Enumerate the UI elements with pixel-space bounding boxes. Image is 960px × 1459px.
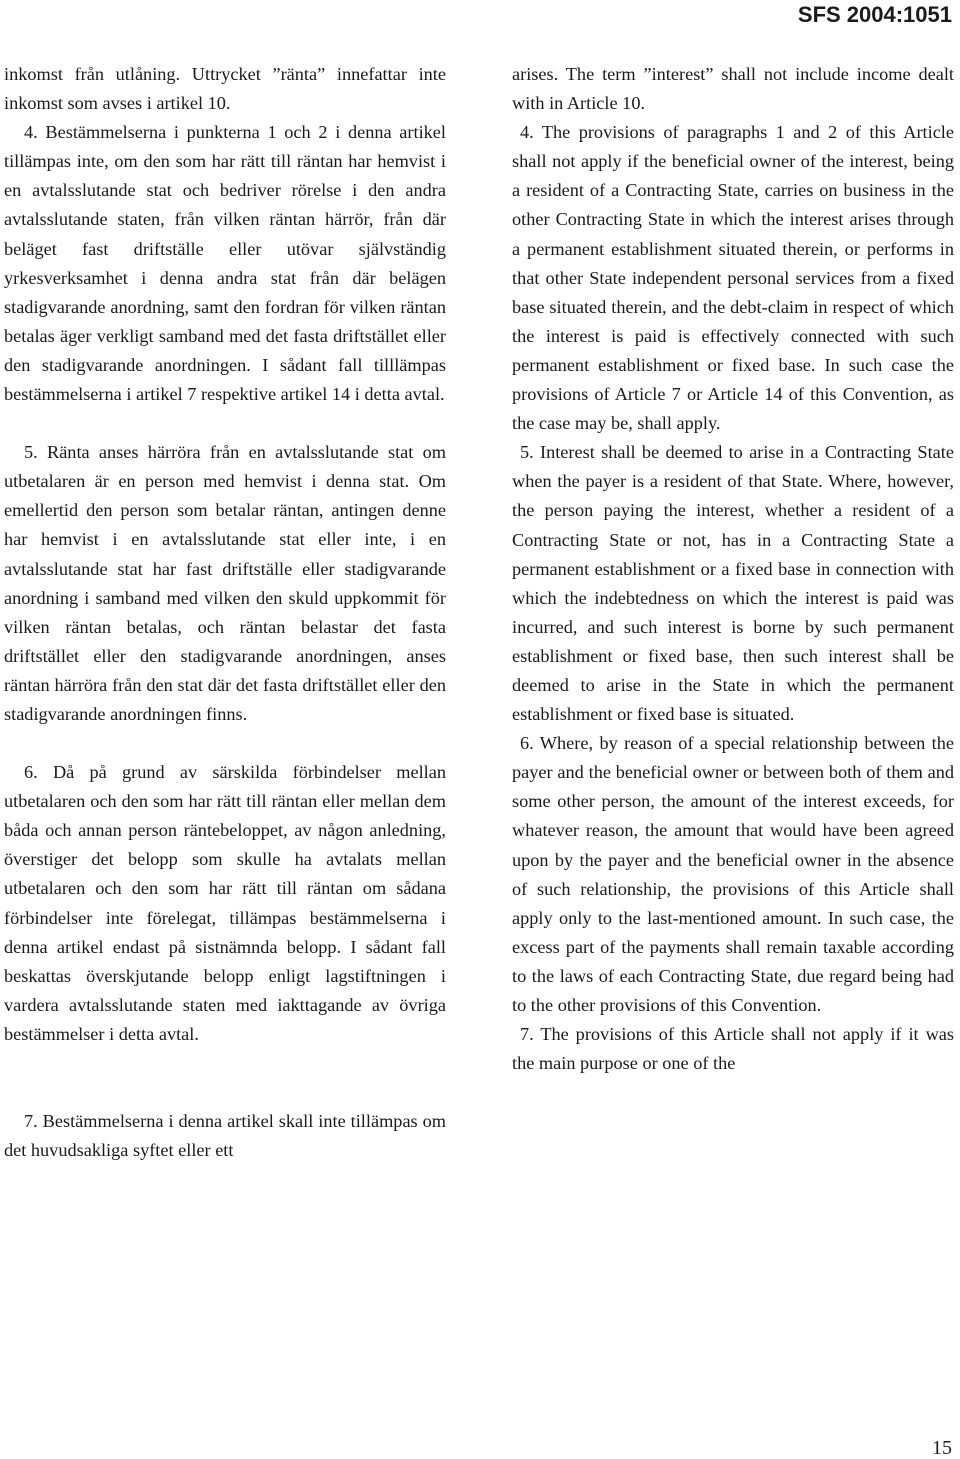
english-paragraph-6: 6. Where, by reason of a special relationship between the payer and the beneficial owner or between both of them and some other person, the amount of the interest exceeds, for whatever reason, the amount that would have been agreed upon by the payer and the beneficial owner in the absence of such relationship, the provisions of this Article shall apply only to the last-mentioned amount. In such case, the excess part of the payments shall remain taxable according to the laws of each Contracting State, due regard being had to the other provisions of this Convention. <box>512 733 954 1015</box>
english-paragraph-4: 4. The provisions of paragraphs 1 and 2 of this Article shall not apply if the beneficial owner of the interest, being a resident of a Contracting State, carries on business in the other Contracting State in which the interest arises through a permanent establishment situated therein, or performs in that other State independent personal services from a fixed base situated therein, and the debt-claim in respect of which the interest is paid is effectively connected with such permanent establishment or fixed base. In such case the provisions of Article 7 or Article 14 of this Convention, as the case may be, shall apply. <box>512 122 954 434</box>
swedish-paragraph-7: 7. Bestämmelserna i denna artikel skall inte tillämpas om det huvudsakliga syftet eller ett <box>4 1111 446 1161</box>
english-paragraph-7: 7. The provisions of this Article shall not apply if it was the main purpose or one of the <box>512 1024 954 1074</box>
english-column <box>512 60 954 1078</box>
english-paragraph-5: 5. Interest shall be deemed to arise in a Contracting State when the payer is a resident of that State. Where, however, the person paying the interest, whether a resident of a Contracting State or not, has in a Contracting State a permanent establishment or a fixed base in connection with which the indebtedness on which the interest is paid was incurred, and such interest is borne by such permanent establishment or fixed base, then such interest shall be deemed to arise in the State in which the permanent establishment or fixed base is situated. <box>512 442 954 725</box>
swedish-paragraph-continuation: inkomst från utlåning. Uttrycket ”ränta” innefattar inte inkomst som avses i artikel 10. <box>4 64 446 114</box>
document-reference: SFS 2004:1051 <box>797 2 952 27</box>
swedish-paragraph-4: 4. Bestämmelserna i punkterna 1 och 2 i denna artikel tillämpas inte, om den som har rätt till räntan har hemvist i en avtalsslutande stat och bedriver rörelse i den andra avtalsslutande staten, från vilken räntan härrör, från där beläget fast driftställe eller utövar självständig yrkesverksamhet i denna andra stat från där belägen stadigvarande anordning, samt den fordran för vilken räntan betalas äger verkligt samband med det fasta driftstället eller den stadigvarande anordningen. I sådant fall tilllämpas bestämmelserna i artikel 7 respektive artikel 14 i detta avtal. <box>4 122 446 405</box>
english-paragraph-continuation: arises. The term ”interest” shall not include income dealt with in Article 10. <box>512 64 954 114</box>
swedish-column <box>4 60 446 1165</box>
page-number: 15 <box>932 1437 952 1459</box>
swedish-paragraph-5: 5. Ränta anses härröra från en avtalsslutande stat om utbetalaren är en person med hemvist i denna stat. Om emellertid den person som betalar räntan, antingen denne har hemvist i en avtalsslutande stat eller inte, i en avtalsslutande stat har fast driftställe eller stadigvarande anordning i samband med vilken den skuld uppkommit för vilken räntan betalas, och räntan belastar det fasta driftstället eller den stadigvarande anordningen, anses räntan härröra från den stat där det fasta driftstället eller den stadigvarande anordningen finns. <box>4 442 446 724</box>
swedish-paragraph-6: 6. Då på grund av särskilda förbindelser mellan utbetalaren och den som har rätt till räntan eller mellan dem båda och annan person räntebeloppet, av någon anledning, överstiger det belopp som skulle ha avtalats mellan utbetalaren och den som har rätt till räntan om sådana förbindelser inte förelegat, tillämpas bestämmelserna i denna artikel endast på sistnämnda belopp. I sådant fall beskattas överskjutande belopp enligt lagstiftningen i vardera avtalsslutande staten med iakttagande av övriga bestämmelser i detta avtal. <box>4 762 446 1044</box>
